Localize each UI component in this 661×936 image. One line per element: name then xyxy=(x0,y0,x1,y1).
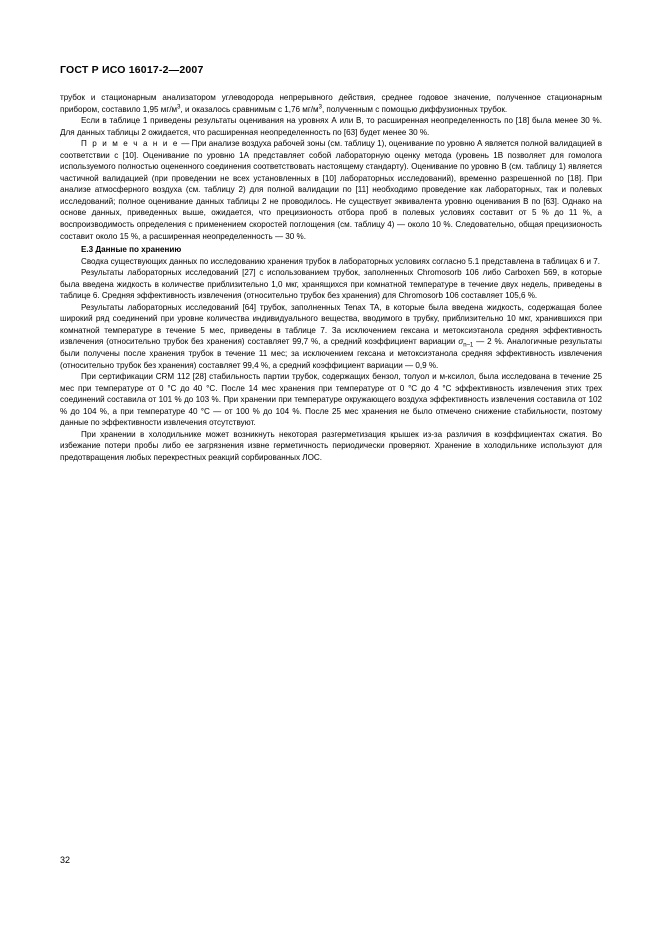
paragraph-rezultaty-64: Результаты лабораторных исследований [64] трубок, заполненных Tenax TA, в которые была введена жидкость, содержащая более широкий ряд соединений при уровне количества индивидуального вещества, вводимого в трубку, приблизительно 10 мкг, хранившихся при комнатной температуре в течение 5 мес, приведены в таблице 7. За исключением гексана и метоксиэтанола средняя эффективность извлечения (относительно трубок без хранения) составляет 99,7 %, а средний коэффициент вариации $\sigma_{n-1}$ — 2 %. Аналогичные результаты были получены после хранения трубок в течение 11 мес; за исключением гексана и метоксиэтанола средняя эффективность извлечения (относительно трубок без хранения) составляет 99,4 %, а средний коэффициент вариации — 0,9 %. xyxy=(60,302,602,370)
paragraph-svodka: Сводка существующих данных по исследованию хранения трубок в лабораторных условиях согласно 5.1 представлена в таблицах 6 и 7. xyxy=(81,256,601,266)
page-number: 32 xyxy=(60,855,71,865)
note-text: — При анализе воздуха рабочей зоны (см. таблицу 1), оценивание по уровню А является полной валидацией в соответствии с [10]. Оценивание по уровню 1А представляет собой лабораторную оценку метода (уровень 1В позволяет для гомолога используемого полностью оцененного соединения соответствовать настоящему стандарту). Оценивание по уровню В (см. таблицу 1) является частичной валидацией (при проведении не всех установленных в [10] лабораторных исследований), временно разрешенной по [18]. При анализе атмосферного воздуха (см. таблицу 2) для полной валидации по [11] необходимо проведение как лабораторных, так и полевых исследований; полное оценивание данных таблицы 2 не проводилось. Не существует эквивалента уровню оценивания В по [63]. Однако на основе данных, приведенных выше, ожидается, что прецизионость отбора проб в полевых условиях составит от 5 % до 11 %, а воспроизводимость определения с применением скоростей поглощения (см. таблицу 4) — около 10 %. Следовательно, общая прецизионость составит около 15 %, а расширенная неопределенность — 30 %. xyxy=(60,139,602,241)
paragraph-crm112: При сертификации CRM 112 [28] стабильность партии трубок, содержащих бензол, толуол и м-ксилол, была исследована в течение 25 мес при температуре от 0 °С до 40 °С. После 14 мес хранения при температуре от 0 °С до 4 °С эффективность извлечения этих трех соединений составила от 101 % до 103 %. При хранении при температуре окружающего воздуха эффективность извлечения составила от 102 % до 104 %, а при температуре 40 °С — от 100 % до 104 %. После 25 мес хранения не было отмечено снижение стабильности, поэтому данные по эффективности извлечения отсутствуют. xyxy=(60,372,602,428)
paragraph-trubok: трубок и стационарным анализатором углеводорода непрерывного действия, среднее годовое значение, полученное стационарным прибором, составило 1,95 $мг/м^3$, и оказалось сравнимым с 1,76 $мг/м^3$, полученным с помощью диффузионных трубок. xyxy=(60,93,602,114)
paragraph-holodilnik: При хранении в холодильнике может возникнуть некоторая разгерметизация крышек из-за различия в коэффициентах сжатия. Во избежание потери пробы либо ее загрязнения извне герметичность периодически проверяют. Хранение в холодильнике используют для предотвращения любых перекрестных реакций сорбированных ЛОС. xyxy=(60,429,602,462)
note-label: П р и м е ч а н и е xyxy=(81,139,179,149)
page-content xyxy=(60,92,602,464)
section-heading-e3: Е.3 Данные по хранению xyxy=(81,245,182,255)
paragraph-rezultaty-27: Результаты лабораторных исследований [27] с использованием трубок, заполненных Chromosorb 106 либо Carboxen 569, в которые была введена жидкость в количестве приблизительно 1,0 мкг, хранящихся при комнатной температуре в течение двух недель, приведены в таблице 6. Средняя эффективность извлечения (относительно трубок без хранения) для Chromosorb 106 составляет 105,6 %. xyxy=(60,268,602,301)
paragraph-primechanie xyxy=(60,138,602,242)
page-header: ГОСТ Р ИСО 16017-2—2007 xyxy=(60,64,204,76)
paragraph-tablica1: Если в таблице 1 приведены результаты оценивания на уровнях А или В, то расширенная неопределенность по [18] была менее 30 %. Для данных таблицы 2 ожидается, что расширенная неопределенность по [63] будет менее 30 %. xyxy=(60,116,602,137)
